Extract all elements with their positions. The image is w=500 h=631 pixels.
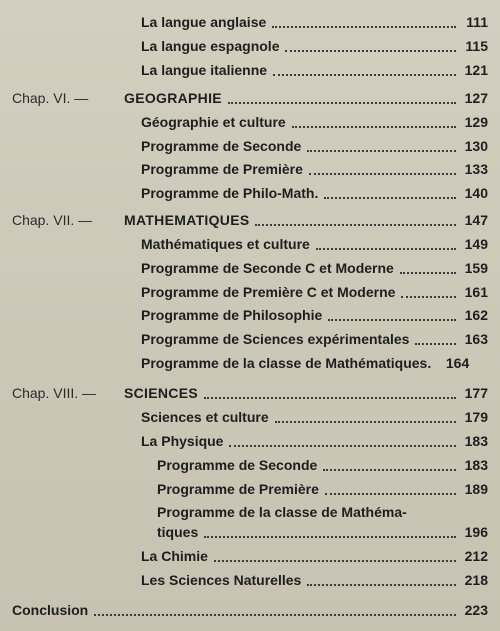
toc-entry [141,351,488,375]
entry-title: La Physique [141,433,224,449]
entry-title: Conclusion [12,602,89,618]
toc-entry [141,280,488,304]
entry-title: Programme de Sciences expérimentales [141,331,410,347]
entry-title: Sciences et culture [141,409,269,425]
chapter-number: Chap. VII. — [12,212,93,228]
leader-dots [204,522,456,538]
toc-entry [141,256,488,280]
page-number: 163 [464,331,488,347]
page-number: 212 [464,548,488,564]
leader-dots [316,234,456,250]
chapter-title: SCIENCES [124,385,198,401]
entry-title: Programme de Seconde C et Moderne [141,260,394,276]
page-number: 218 [464,572,488,588]
leader-dots [214,546,456,562]
leader-dots [275,407,456,423]
leader-dots [434,354,440,368]
entry-title: La Chimie [141,548,208,564]
entry-title: La langue italienne [141,62,268,78]
leader-dots [309,159,456,175]
toc-entry [141,405,488,429]
leader-dots [285,36,456,52]
toc-entry [141,110,488,134]
page-number: 129 [464,114,488,130]
entry-title: Programme de la classe de Mathéma- [157,504,407,520]
page-number: 177 [464,385,488,401]
toc-entry [141,327,488,351]
entry-title: Programme de la classe de Mathématiques. [141,355,432,371]
page-number: 179 [464,409,488,425]
chapter-title: GEOGRAPHIE [124,90,222,106]
leader-dots [229,431,456,447]
leader-dots [228,88,456,104]
entry-title: tiques [157,524,199,540]
leader-dots [401,282,456,298]
chapter-number: Chap. VI. — [12,90,89,106]
leader-dots [323,455,456,471]
page-number: 196 [464,524,488,540]
page-number: 115 [465,38,488,54]
leader-dots [328,305,456,321]
page-number: 149 [464,236,488,252]
toc-entry-conclusion [12,598,488,622]
toc-subentry-line2 [157,520,488,544]
leader-dots [272,12,456,28]
page-number: 161 [464,284,488,300]
entry-title: La langue espagnole [141,38,280,54]
leader-dots [307,570,456,586]
chapter-heading [124,381,488,405]
page-number: 133 [464,161,488,177]
page-number: 189 [464,481,488,497]
chapter-heading [124,208,488,232]
page-number: 162 [464,307,488,323]
page-number: 121 [464,62,488,78]
entry-title: Géographie et culture [141,114,286,130]
page-number: 140 [464,185,488,201]
toc-entry [141,303,488,327]
page-number: 183 [464,433,488,449]
entry-title: Programme de Seconde [141,138,302,154]
toc-entry [141,544,488,568]
leader-dots [324,183,456,199]
page-number: 164 [445,355,470,371]
page-number: 147 [464,212,488,228]
leader-dots [415,329,456,345]
leader-dots [400,258,456,274]
leader-dots [94,600,456,616]
entry-title: Programme de Philo-Math. [141,185,319,201]
entry-title: Programme de Philosophie [141,307,323,323]
entry-title: Programme de Première C et Moderne [141,284,396,300]
leader-dots [255,210,456,226]
entry-title: Mathématiques et culture [141,236,310,252]
chapter-heading [124,86,488,110]
leader-dots [292,112,456,128]
toc-subentry [157,477,488,501]
toc-entry [141,157,488,181]
entry-title: Programme de Seconde [157,457,318,473]
entry-title: La langue anglaise [141,14,267,30]
leader-dots [273,60,456,76]
leader-dots [307,136,456,152]
toc-entry [141,10,488,34]
page-number: 127 [464,90,488,106]
toc-entry [141,181,488,205]
toc-entry [141,134,488,158]
toc-entry [141,58,488,82]
page-number: 223 [464,602,488,618]
page-number: 130 [464,138,488,154]
leader-dots [325,479,456,495]
chapter-number: Chap. VIII. — [12,385,97,401]
leader-dots [204,383,456,399]
entry-title: Les Sciences Naturelles [141,572,302,588]
chapter-title: MATHEMATIQUES [124,212,250,228]
page-number: 159 [464,260,488,276]
entry-title: Programme de Première [141,161,303,177]
toc-entry [141,568,488,592]
page-number: 183 [464,457,488,473]
toc-entry [141,34,488,58]
toc-subentry [157,453,488,477]
toc-entry [141,429,488,453]
toc-entry [141,232,488,256]
page-number: 111 [466,14,488,30]
entry-title: Programme de Première [157,481,319,497]
